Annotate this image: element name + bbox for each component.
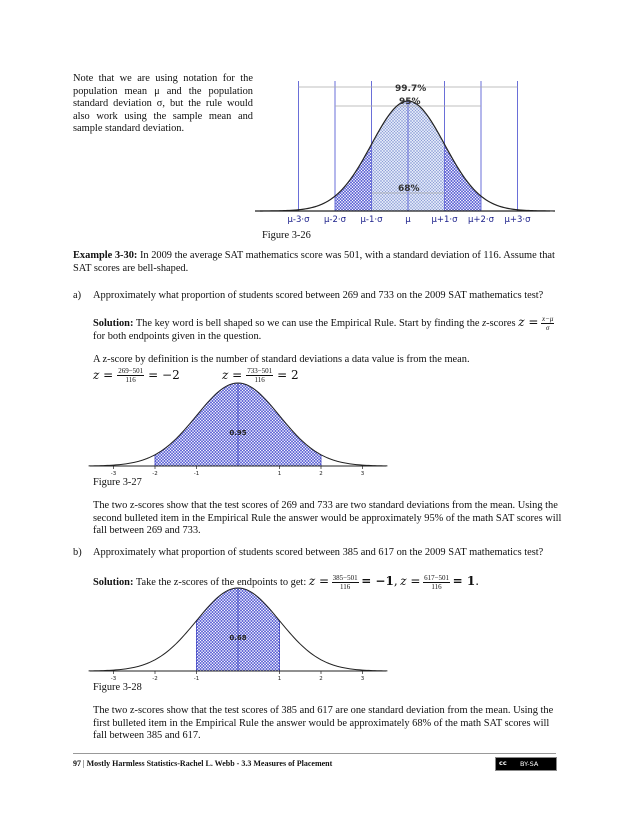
tick-label: μ-2·σ bbox=[324, 215, 346, 225]
tick-label: μ-3·σ bbox=[287, 215, 310, 225]
tick-label: μ+2·σ bbox=[467, 215, 495, 225]
part-b-solution: Solution: Take the z-scores of the endpoints to get: z = $\frac{385-501}{116}$ = −1, z = $\frac{617-501}{116}$ = 1. bbox=[93, 573, 480, 591]
part-a-marker: a) bbox=[73, 290, 82, 301]
tick-label: 2 bbox=[319, 471, 323, 477]
license-text: BY-SA bbox=[520, 760, 539, 768]
solution-line2: for both endpoints given in the question. bbox=[93, 331, 262, 342]
footer-rule bbox=[73, 753, 556, 754]
footer-separator: | bbox=[81, 759, 87, 768]
part-b-conclusion: The two z-scores show that the test scores of 385 and 617 are one standard deviation from the mean. Using the first bulleted item in the Empirical Rule the answer would be approximately 68% of the math SAT scores will fall between 385 and 617. bbox=[93, 705, 554, 742]
tick-label: 1 bbox=[277, 676, 282, 682]
tick-label: 3 bbox=[360, 471, 365, 477]
solution-text-b: Take the z-scores of the endpoints to get: bbox=[133, 576, 309, 588]
figure-3-26-caption: Figure 3-26 bbox=[262, 230, 311, 241]
page-number: 97 bbox=[73, 759, 81, 768]
tick-label: -2 bbox=[152, 676, 158, 682]
tick-label: -1 bbox=[193, 676, 200, 682]
tick-label: 1 bbox=[277, 471, 282, 477]
solution-mid: -scores bbox=[486, 317, 516, 329]
figure-3-28-chart bbox=[88, 585, 388, 685]
z2-equation: z = $\frac{733-501}{116}$ = 2 bbox=[222, 366, 299, 384]
solution-label-b: Solution: bbox=[93, 576, 134, 588]
example-label: Example 3-30: bbox=[73, 250, 138, 261]
tick-label: -3 bbox=[110, 676, 117, 682]
tick-label: -2 bbox=[152, 471, 158, 477]
footer-title: Mostly Harmless Statistics-Rachel L. Webb - 3.3 Measures of Placement bbox=[86, 759, 333, 768]
footer bbox=[73, 759, 332, 768]
tick-label: μ-1·σ bbox=[360, 215, 383, 225]
cc-license-badge[interactable] bbox=[495, 757, 557, 771]
tick-label: μ+1·σ bbox=[431, 215, 458, 225]
note-paragraph: Note that we are using notation for the population mean μ and the population standard deviation σ, but the rule would also work using the sample mean and sample standard deviation. bbox=[73, 73, 253, 135]
figure-3-28-caption: Figure 3-28 bbox=[93, 682, 142, 693]
part-a-solution bbox=[93, 315, 563, 332]
z-formula-label: z = bbox=[518, 314, 539, 329]
zdef-paragraph: A z-score by definition is the number of standard deviations a data value is from the mean. bbox=[93, 354, 470, 365]
tick-label: 3 bbox=[360, 676, 365, 682]
figure-3-26-chart bbox=[255, 73, 555, 233]
part-a-conclusion: The two z-scores show that the test scores of 269 and 733 are two standard deviations from the mean. Using the second bulleted item in the Empirical Rule the answer would be approximately 95% of the math SAT scores will fall between 269 and 733. bbox=[93, 500, 562, 537]
z-word: z bbox=[482, 317, 487, 329]
solution-label: Solution: bbox=[93, 317, 134, 329]
part-b-question: Approximately what proportion of students scored between 385 and 617 on the 2009 SAT mathematics test? bbox=[93, 547, 544, 558]
tick-label: 2 bbox=[319, 676, 323, 682]
part-b-marker: b) bbox=[73, 547, 82, 558]
tick-label: -1 bbox=[193, 471, 200, 477]
tick-label: -3 bbox=[110, 471, 117, 477]
part-a-question: Approximately what proportion of students scored between 269 and 733 on the 2009 SAT mathematics test? bbox=[93, 290, 544, 301]
label-997: 99.7% bbox=[395, 84, 427, 94]
tick-label: μ+3·σ bbox=[504, 215, 531, 225]
example-paragraph bbox=[73, 250, 556, 275]
solution-text: The key word is bell shaped so we can use the Empirical Rule. Start by finding the bbox=[133, 317, 483, 329]
z-formula-fraction: $\frac{x-\mu}{\sigma}$ bbox=[542, 315, 554, 332]
tick-label: μ bbox=[405, 215, 411, 225]
label-68: 68% bbox=[398, 184, 420, 194]
cc-icon: cc bbox=[499, 759, 507, 767]
figure-3-27-chart bbox=[88, 380, 388, 480]
area-label: 0.68 bbox=[229, 634, 247, 642]
area-label: 0.95 bbox=[229, 429, 247, 437]
figure-3-27-caption: Figure 3-27 bbox=[93, 477, 142, 488]
example-text: In 2009 the average SAT mathematics score was 501, with a standard deviation of 116. Assume that SAT scores are bell-shaped. bbox=[73, 250, 555, 274]
z1-equation: z = $\frac{269-501}{116}$ = −2 bbox=[93, 366, 180, 384]
label-95: 95% bbox=[399, 97, 421, 107]
